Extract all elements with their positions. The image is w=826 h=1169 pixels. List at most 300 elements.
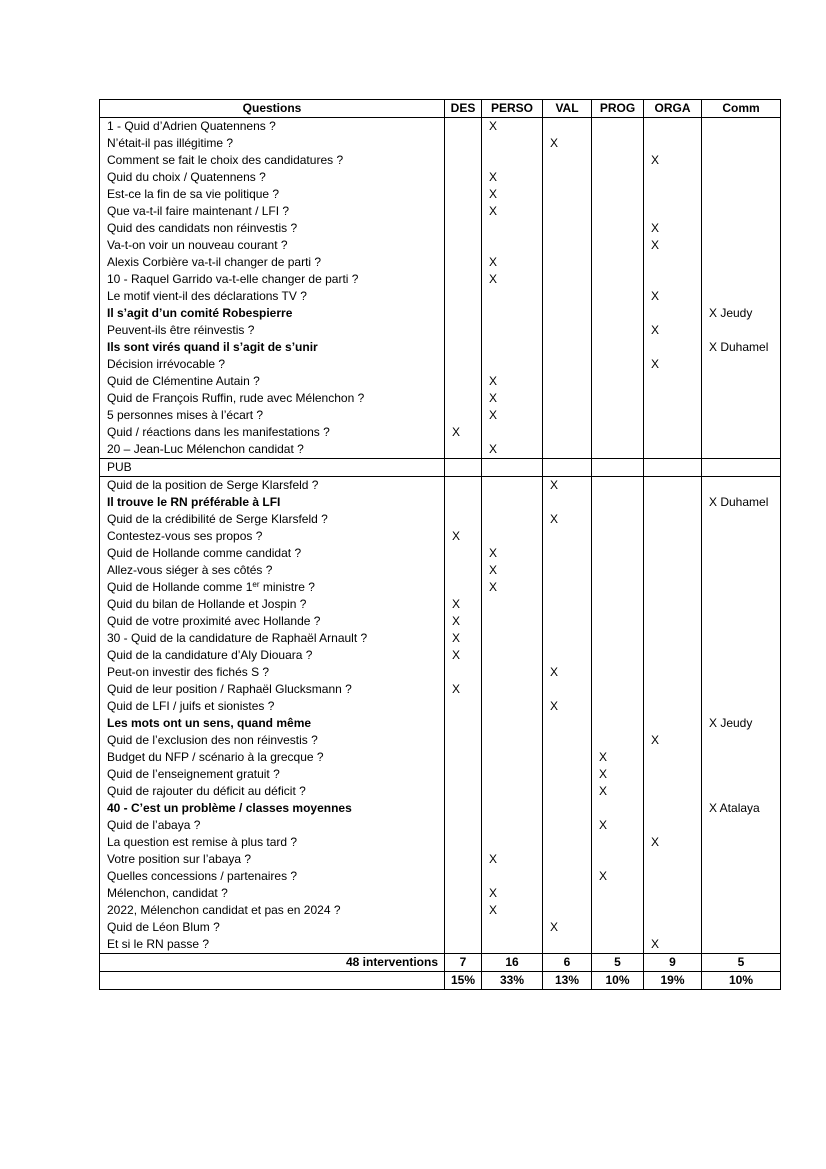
mark-cell-perso: X xyxy=(482,118,543,136)
mark-cell-prog xyxy=(592,390,644,407)
header-des: DES xyxy=(445,100,482,118)
comment-cell xyxy=(702,749,781,766)
question-text: 40 - C’est un problème / classes moyennes xyxy=(107,801,352,815)
mark-cell-orga xyxy=(644,613,702,630)
question-cell xyxy=(100,390,445,407)
mark-cell-val xyxy=(543,596,592,613)
table-row xyxy=(100,288,781,305)
mark-cell-prog xyxy=(592,288,644,305)
mark-cell-des xyxy=(445,407,482,424)
mark-cell-orga xyxy=(644,494,702,511)
mark-cell-des: X xyxy=(445,424,482,441)
mark-cell-perso xyxy=(482,834,543,851)
header-row xyxy=(100,100,781,118)
mark-cell-orga xyxy=(644,441,702,459)
mark-cell-perso xyxy=(482,596,543,613)
comment-cell xyxy=(702,613,781,630)
table-row xyxy=(100,834,781,851)
question-text: Comment se fait le choix des candidatures ? xyxy=(107,153,344,167)
table-row xyxy=(100,511,781,528)
mark-cell-val: X xyxy=(543,919,592,936)
percent-des: 15% xyxy=(445,972,482,990)
question-text: Quid de François Ruffin, rude avec Mélenchon ? xyxy=(107,391,365,405)
mark-cell-val xyxy=(543,749,592,766)
question-cell xyxy=(100,220,445,237)
question-superscript: er xyxy=(252,580,260,589)
comment-cell xyxy=(702,390,781,407)
question-cell xyxy=(100,868,445,885)
question-cell xyxy=(100,477,445,495)
mark-cell-des xyxy=(445,800,482,817)
table-body xyxy=(100,118,781,954)
mark-cell-val xyxy=(543,373,592,390)
comment-cell: X Duhamel xyxy=(702,339,781,356)
question-text: Quid du bilan de Hollande et Jospin ? xyxy=(107,597,307,611)
comment-cell: X Duhamel xyxy=(702,494,781,511)
mark-cell-val xyxy=(543,766,592,783)
total-prog: 5 xyxy=(592,954,644,972)
question-cell xyxy=(100,698,445,715)
mark-cell-perso xyxy=(482,936,543,954)
question-cell xyxy=(100,545,445,562)
mark-cell-perso: X xyxy=(482,390,543,407)
mark-cell-perso xyxy=(482,732,543,749)
comment-cell xyxy=(702,254,781,271)
header-orga: ORGA xyxy=(644,100,702,118)
mark-cell-val xyxy=(543,203,592,220)
question-text: Peuvent-ils être réinvestis ? xyxy=(107,323,255,337)
mark-cell-des xyxy=(445,664,482,681)
mark-cell-orga xyxy=(644,424,702,441)
mark-cell-val xyxy=(543,613,592,630)
mark-cell-perso xyxy=(482,494,543,511)
mark-cell-orga: X xyxy=(644,936,702,954)
mark-cell-val xyxy=(543,441,592,459)
table-row xyxy=(100,459,781,477)
question-text: Quid de Léon Blum ? xyxy=(107,920,220,934)
question-text: Allez-vous siéger à ses côtés ? xyxy=(107,563,273,577)
table-row xyxy=(100,135,781,152)
mark-cell-des xyxy=(445,885,482,902)
table-row xyxy=(100,477,781,495)
table-row xyxy=(100,271,781,288)
mark-cell-prog xyxy=(592,545,644,562)
comment-cell xyxy=(702,630,781,647)
comment-cell xyxy=(702,477,781,495)
comment-cell xyxy=(702,783,781,800)
comment-cell xyxy=(702,203,781,220)
total-comm: 5 xyxy=(702,954,781,972)
mark-cell-orga xyxy=(644,203,702,220)
mark-cell-des: X xyxy=(445,528,482,545)
mark-cell-perso xyxy=(482,424,543,441)
table-row xyxy=(100,596,781,613)
mark-cell-des: X xyxy=(445,630,482,647)
mark-cell-orga xyxy=(644,783,702,800)
comment-cell xyxy=(702,459,781,477)
table-row xyxy=(100,494,781,511)
question-cell xyxy=(100,613,445,630)
mark-cell-prog xyxy=(592,237,644,254)
mark-cell-val xyxy=(543,562,592,579)
mark-cell-des xyxy=(445,494,482,511)
mark-cell-prog xyxy=(592,919,644,936)
mark-cell-perso: X xyxy=(482,851,543,868)
mark-cell-orga xyxy=(644,305,702,322)
comment-cell: X Jeudy xyxy=(702,715,781,732)
table-row xyxy=(100,220,781,237)
comment-cell xyxy=(702,322,781,339)
question-text: Ils sont virés quand il s’agit de s’unir xyxy=(107,340,318,354)
question-cell xyxy=(100,732,445,749)
mark-cell-des xyxy=(445,545,482,562)
mark-cell-perso xyxy=(482,459,543,477)
mark-cell-prog xyxy=(592,885,644,902)
percent-comm: 10% xyxy=(702,972,781,990)
table-row xyxy=(100,186,781,203)
question-text: 20 – Jean-Luc Mélenchon candidat ? xyxy=(107,442,304,456)
mark-cell-perso: X xyxy=(482,562,543,579)
mark-cell-perso xyxy=(482,919,543,936)
mark-cell-prog xyxy=(592,681,644,698)
question-text: Décision irrévocable ? xyxy=(107,357,226,371)
mark-cell-des xyxy=(445,698,482,715)
question-text: Quid de la position de Serge Klarsfeld ? xyxy=(107,478,319,492)
table-row xyxy=(100,528,781,545)
mark-cell-prog xyxy=(592,305,644,322)
mark-cell-orga xyxy=(644,800,702,817)
comment-cell xyxy=(702,664,781,681)
mark-cell-des xyxy=(445,135,482,152)
comment-cell xyxy=(702,647,781,664)
question-text: Quid des candidats non réinvestis ? xyxy=(107,221,298,235)
mark-cell-prog xyxy=(592,254,644,271)
table-row xyxy=(100,851,781,868)
mark-cell-orga xyxy=(644,715,702,732)
mark-cell-prog xyxy=(592,834,644,851)
mark-cell-orga xyxy=(644,169,702,186)
question-cell xyxy=(100,271,445,288)
mark-cell-prog xyxy=(592,698,644,715)
mark-cell-perso: X xyxy=(482,885,543,902)
mark-cell-val xyxy=(543,851,592,868)
mark-cell-perso: X xyxy=(482,271,543,288)
mark-cell-prog xyxy=(592,528,644,545)
question-text: Quelles concessions / partenaires ? xyxy=(107,869,298,883)
table-row xyxy=(100,579,781,596)
percent-row xyxy=(100,972,781,990)
question-text: Votre position sur l’abaya ? xyxy=(107,852,252,866)
comment-cell xyxy=(702,885,781,902)
mark-cell-des xyxy=(445,562,482,579)
table-row xyxy=(100,817,781,834)
comment-cell xyxy=(702,919,781,936)
question-text: 5 personnes mises à l’écart ? xyxy=(107,408,264,422)
percent-orga: 19% xyxy=(644,972,702,990)
mark-cell-prog xyxy=(592,356,644,373)
question-cell xyxy=(100,203,445,220)
mark-cell-prog: X xyxy=(592,783,644,800)
mark-cell-des xyxy=(445,322,482,339)
mark-cell-orga xyxy=(644,528,702,545)
question-cell xyxy=(100,579,445,596)
table-row xyxy=(100,732,781,749)
mark-cell-perso xyxy=(482,613,543,630)
mark-cell-val: X xyxy=(543,698,592,715)
question-text-cont: ministre ? xyxy=(259,580,315,594)
mark-cell-prog xyxy=(592,613,644,630)
header-comm: Comm xyxy=(702,100,781,118)
mark-cell-prog xyxy=(592,562,644,579)
mark-cell-orga xyxy=(644,271,702,288)
mark-cell-prog: X xyxy=(592,766,644,783)
percent-prog: 10% xyxy=(592,972,644,990)
mark-cell-des xyxy=(445,441,482,459)
question-text: Alexis Corbière va-t-il changer de parti ? xyxy=(107,255,322,269)
comment-cell xyxy=(702,868,781,885)
mark-cell-prog xyxy=(592,494,644,511)
mark-cell-val xyxy=(543,681,592,698)
percent-val: 13% xyxy=(543,972,592,990)
question-text: Et si le RN passe ? xyxy=(107,937,210,951)
mark-cell-val xyxy=(543,118,592,136)
comment-cell xyxy=(702,545,781,562)
mark-cell-des: X xyxy=(445,647,482,664)
mark-cell-val xyxy=(543,732,592,749)
table-row xyxy=(100,390,781,407)
mark-cell-des xyxy=(445,373,482,390)
question-cell xyxy=(100,919,445,936)
table-row xyxy=(100,936,781,954)
mark-cell-perso: X xyxy=(482,203,543,220)
mark-cell-orga xyxy=(644,511,702,528)
question-text: Quid de votre proximité avec Hollande ? xyxy=(107,614,321,628)
mark-cell-prog xyxy=(592,169,644,186)
question-cell xyxy=(100,511,445,528)
question-text: Quid de l’abaya ? xyxy=(107,818,201,832)
table-row xyxy=(100,630,781,647)
question-cell xyxy=(100,356,445,373)
question-cell xyxy=(100,441,445,459)
mark-cell-prog: X xyxy=(592,868,644,885)
question-cell xyxy=(100,664,445,681)
mark-cell-prog: X xyxy=(592,817,644,834)
mark-cell-orga xyxy=(644,698,702,715)
mark-cell-perso xyxy=(482,783,543,800)
mark-cell-prog: X xyxy=(592,749,644,766)
question-cell xyxy=(100,766,445,783)
mark-cell-prog xyxy=(592,851,644,868)
mark-cell-des xyxy=(445,817,482,834)
mark-cell-val xyxy=(543,305,592,322)
mark-cell-orga xyxy=(644,459,702,477)
mark-cell-des xyxy=(445,579,482,596)
mark-cell-perso xyxy=(482,868,543,885)
question-text: Va-t-on voir un nouveau courant ? xyxy=(107,238,288,252)
header-prog: PROG xyxy=(592,100,644,118)
mark-cell-val xyxy=(543,528,592,545)
comment-cell xyxy=(702,356,781,373)
mark-cell-des xyxy=(445,459,482,477)
mark-cell-val xyxy=(543,817,592,834)
question-text: Il trouve le RN préférable à LFI xyxy=(107,495,281,509)
mark-cell-prog xyxy=(592,118,644,136)
question-cell xyxy=(100,237,445,254)
mark-cell-perso xyxy=(482,664,543,681)
table-row xyxy=(100,749,781,766)
question-cell xyxy=(100,630,445,647)
mark-cell-prog xyxy=(592,424,644,441)
mark-cell-prog xyxy=(592,596,644,613)
mark-cell-des xyxy=(445,851,482,868)
mark-cell-orga xyxy=(644,579,702,596)
comment-cell xyxy=(702,135,781,152)
mark-cell-val xyxy=(543,494,592,511)
mark-cell-perso xyxy=(482,305,543,322)
mark-cell-orga: X xyxy=(644,152,702,169)
mark-cell-des xyxy=(445,203,482,220)
table-row xyxy=(100,339,781,356)
mark-cell-perso: X xyxy=(482,902,543,919)
question-text: Quid du choix / Quatennens ? xyxy=(107,170,266,184)
mark-cell-prog xyxy=(592,441,644,459)
mark-cell-val xyxy=(543,545,592,562)
question-text: La question est remise à plus tard ? xyxy=(107,835,298,849)
question-text: Est-ce la fin de sa vie politique ? xyxy=(107,187,280,201)
mark-cell-prog xyxy=(592,373,644,390)
mark-cell-perso xyxy=(482,698,543,715)
question-cell xyxy=(100,135,445,152)
mark-cell-des xyxy=(445,186,482,203)
mark-cell-perso xyxy=(482,288,543,305)
mark-cell-perso: X xyxy=(482,545,543,562)
total-perso: 16 xyxy=(482,954,543,972)
mark-cell-val xyxy=(543,407,592,424)
comment-cell xyxy=(702,851,781,868)
mark-cell-des xyxy=(445,902,482,919)
table-row xyxy=(100,118,781,136)
question-text: 1 - Quid d’Adrien Quatennens ? xyxy=(107,119,276,133)
mark-cell-val xyxy=(543,271,592,288)
mark-cell-val: X xyxy=(543,511,592,528)
question-text: Quid de la candidature d’Aly Diouara ? xyxy=(107,648,313,662)
mark-cell-orga xyxy=(644,647,702,664)
table-row xyxy=(100,664,781,681)
question-text: Le motif vient-il des déclarations TV ? xyxy=(107,289,307,303)
mark-cell-orga xyxy=(644,817,702,834)
mark-cell-prog xyxy=(592,715,644,732)
question-cell xyxy=(100,902,445,919)
question-cell xyxy=(100,322,445,339)
mark-cell-des xyxy=(445,118,482,136)
mark-cell-val xyxy=(543,885,592,902)
mark-cell-perso xyxy=(482,681,543,698)
mark-cell-perso: X xyxy=(482,579,543,596)
mark-cell-orga xyxy=(644,664,702,681)
mark-cell-prog xyxy=(592,732,644,749)
comment-cell xyxy=(702,766,781,783)
table-row xyxy=(100,407,781,424)
percent-perso: 33% xyxy=(482,972,543,990)
mark-cell-val: X xyxy=(543,477,592,495)
table-row xyxy=(100,681,781,698)
table-row xyxy=(100,254,781,271)
mark-cell-orga xyxy=(644,562,702,579)
mark-cell-prog xyxy=(592,647,644,664)
question-text: 30 - Quid de la candidature de Raphaël Arnault ? xyxy=(107,631,368,645)
question-cell xyxy=(100,494,445,511)
mark-cell-val xyxy=(543,579,592,596)
mark-cell-val xyxy=(543,186,592,203)
comment-cell xyxy=(702,936,781,954)
table-row xyxy=(100,868,781,885)
question-text: Quid de Hollande comme candidat ? xyxy=(107,546,302,560)
question-text: 2022, Mélenchon candidat et pas en 2024 ? xyxy=(107,903,341,917)
mark-cell-val xyxy=(543,237,592,254)
comment-cell xyxy=(702,407,781,424)
mark-cell-orga: X xyxy=(644,732,702,749)
table-row xyxy=(100,237,781,254)
interventions-table xyxy=(99,99,781,990)
question-cell xyxy=(100,936,445,954)
mark-cell-des xyxy=(445,339,482,356)
mark-cell-val xyxy=(543,339,592,356)
question-cell xyxy=(100,288,445,305)
mark-cell-des xyxy=(445,766,482,783)
mark-cell-prog xyxy=(592,135,644,152)
question-cell xyxy=(100,186,445,203)
mark-cell-prog xyxy=(592,511,644,528)
mark-cell-orga xyxy=(644,407,702,424)
question-cell xyxy=(100,424,445,441)
mark-cell-perso xyxy=(482,715,543,732)
question-text: Que va-t-il faire maintenant / LFI ? xyxy=(107,204,290,218)
mark-cell-orga xyxy=(644,630,702,647)
mark-cell-perso: X xyxy=(482,441,543,459)
table-row xyxy=(100,885,781,902)
table-row xyxy=(100,919,781,936)
comment-cell xyxy=(702,424,781,441)
question-cell xyxy=(100,305,445,322)
mark-cell-des xyxy=(445,390,482,407)
mark-cell-prog xyxy=(592,271,644,288)
mark-cell-val: X xyxy=(543,135,592,152)
mark-cell-val xyxy=(543,254,592,271)
mark-cell-prog xyxy=(592,459,644,477)
mark-cell-des: X xyxy=(445,596,482,613)
question-cell xyxy=(100,459,445,477)
mark-cell-prog xyxy=(592,407,644,424)
table-row xyxy=(100,766,781,783)
comment-cell xyxy=(702,441,781,459)
question-cell xyxy=(100,851,445,868)
question-cell xyxy=(100,596,445,613)
mark-cell-orga xyxy=(644,373,702,390)
mark-cell-des xyxy=(445,732,482,749)
comment-cell xyxy=(702,373,781,390)
table-row xyxy=(100,203,781,220)
mark-cell-orga xyxy=(644,868,702,885)
mark-cell-perso xyxy=(482,237,543,254)
question-text: Les mots ont un sens, quand même xyxy=(107,716,312,730)
comment-cell: X Jeudy xyxy=(702,305,781,322)
comment-cell xyxy=(702,288,781,305)
mark-cell-perso xyxy=(482,800,543,817)
mark-cell-prog xyxy=(592,322,644,339)
mark-cell-perso xyxy=(482,528,543,545)
total-val: 6 xyxy=(543,954,592,972)
table-row xyxy=(100,800,781,817)
